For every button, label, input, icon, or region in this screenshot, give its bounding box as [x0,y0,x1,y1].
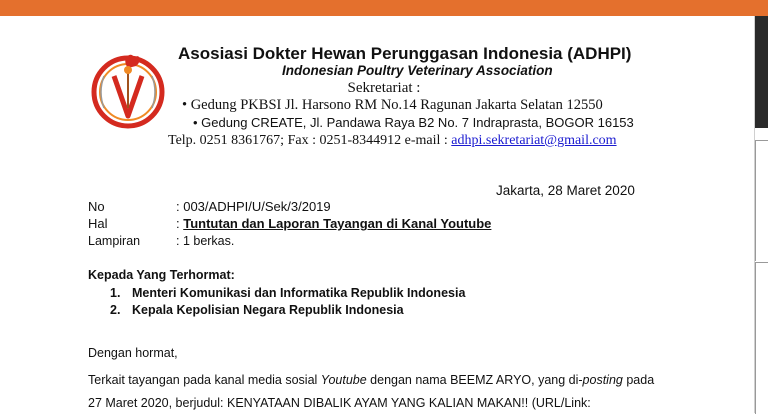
attachment-row [88,234,234,248]
adjacent-page-1 [755,140,768,261]
subject-colon: : [176,216,184,231]
body-line-2: 27 Maret 2020, berjudul: KENYATAAN DIBALIK AYAM YANG KALIAN MAKAN!! (URL/Link: [88,396,591,410]
org-name: Asosiasi Dokter Hewan Perunggasan Indonesia (ADHPI) [178,44,632,63]
number-value: : 003/ADHPI/U/Sek/3/2019 [176,199,331,214]
subject-row [88,216,491,231]
address-line-1: • Gedung PKBSI Jl. Harsono RM No.14 Ragunan Jakarta Selatan 12550 [182,97,603,113]
subject-value: Tuntutan dan Laporan Tayangan di Kanal Youtube [183,216,492,231]
recipient-text: Menteri Komunikasi dan Informatika Republik Indonesia [132,286,466,300]
recipient-number: 2. [110,303,121,317]
secretariat-label: Sekretariat : [347,80,421,96]
body-text: Terkait tayangan pada kanal media sosial [88,373,321,387]
addressee-heading: Kepada Yang Terhormat: [88,268,235,282]
recipient-text: Kepala Kepolisian Negara Republik Indonesia [132,303,404,317]
top-accent-bar [0,0,768,16]
body-text: dengan nama BEEMZ ARYO, yang di- [366,373,583,387]
address-line-2: • Gedung CREATE, Jl. Pandawa Raya B2 No. 7 Indraprasta, BOGOR 16153 [193,115,634,130]
recipient-item [110,303,404,317]
body-italic: posting [582,373,623,387]
contact-line [168,133,617,149]
attachment-label: Lampiran [88,234,141,248]
body-line-1 [88,373,654,387]
email-link[interactable]: adhpi.sekretariat@gmail.com [451,133,617,148]
recipient-number: 1. [110,286,121,300]
body-text: pada [622,373,655,387]
greeting: Dengan hormat, [88,346,178,360]
contact-prefix: Telp. 0251 8361767; Fax : 0251-8344912 e-mail : [168,133,452,148]
letter-number-row [88,199,331,214]
body-italic: Youtube [320,373,367,387]
adjacent-page-2 [755,262,768,414]
number-label: No [88,199,105,214]
letter-date: Jakarta, 28 Maret 2020 [496,183,635,198]
org-name-english: Indonesian Poultry Veterinary Association [282,63,553,78]
recipient-item [110,286,465,300]
attachment-value: : 1 berkas. [176,234,235,248]
adjacent-page-dark [755,16,768,128]
subject-label: Hal [88,216,108,231]
